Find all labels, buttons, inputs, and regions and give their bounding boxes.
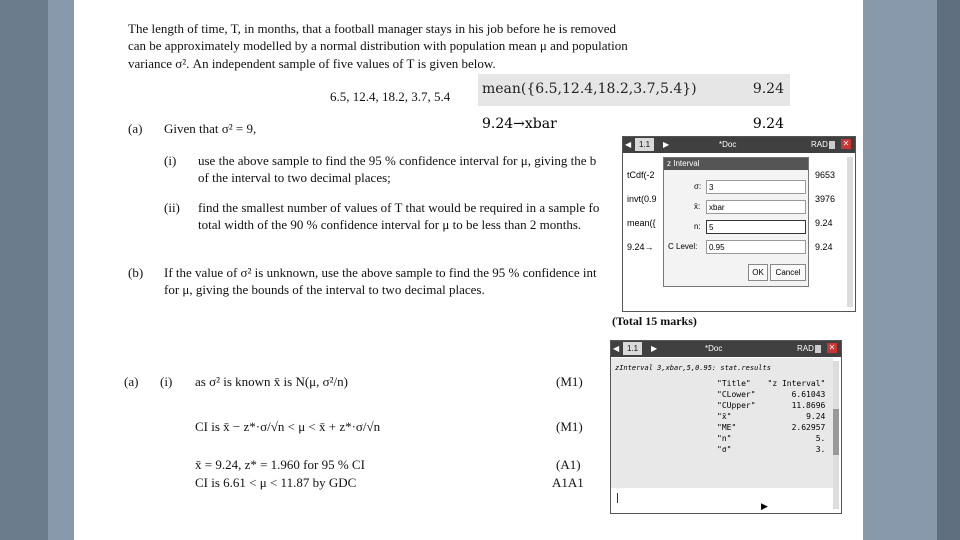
table-row (711, 444, 831, 455)
window-2-scrollbar[interactable] (833, 361, 839, 509)
part-b-line-1: If the value of σ² is unknown, use the above sample to find the 95 % confidence int (164, 265, 597, 280)
intro-line-1: The length of time, T, in months, that a football manager stays in his job before he is removed (128, 21, 616, 36)
window-1-doc-title: *Doc (719, 140, 737, 149)
total-marks: (Total 15 marks) (612, 314, 697, 328)
table-row (711, 389, 831, 400)
result-value: 9.24 (806, 412, 826, 421)
result-key: "n" (717, 434, 732, 443)
right-arrow-icon[interactable]: ▶ (651, 344, 658, 353)
battery-icon (829, 141, 835, 149)
history-line: tCdf(-2 (627, 170, 655, 180)
part-a-label: (a) (128, 121, 143, 136)
scrollbar-thumb[interactable] (833, 409, 839, 455)
window-1-scrollbar[interactable] (847, 157, 853, 307)
answer-line-2: CI is x̄ − z*·σ/√n < μ < x̄ + z*·σ/√n (195, 419, 381, 434)
result-value: "z Interval" (767, 379, 826, 388)
calculator-window-1 (622, 136, 856, 312)
n-label: n: (694, 222, 701, 231)
intro-line-2: can be approximately modelled by a normal distribution with population mean μ and population (128, 38, 628, 53)
window-2-mode: RAD (797, 344, 814, 353)
mark-a1: (A1) (556, 457, 581, 472)
close-icon[interactable]: ✕ (828, 343, 836, 352)
sigma-input[interactable]: 3 (706, 180, 806, 194)
part-aii-label: (ii) (164, 200, 180, 215)
part-a-text: Given that σ² = 9, (164, 121, 257, 136)
xbar-input[interactable]: xbar (706, 200, 806, 214)
history-value: 3976 (815, 194, 836, 204)
clevel-label: C Level: (668, 242, 698, 251)
sigma-label: σ: (694, 182, 702, 191)
answer-a-label: (a) (124, 374, 139, 389)
mark-m1-a: (M1) (556, 374, 583, 389)
table-row (711, 433, 831, 444)
left-inner-band (52, 0, 74, 540)
window-2-titlebar (611, 341, 841, 357)
part-b-line-2: for μ, giving the bounds of the interval to two decimal places. (164, 282, 485, 297)
window-1-tab[interactable]: 1.1 (635, 138, 654, 151)
n-input[interactable]: 5 (706, 220, 806, 234)
left-border-band (0, 0, 48, 540)
result-value: 11.8696 (791, 401, 826, 410)
answer-line-4: CI is 6.61 < μ < 11.87 by GDC (195, 475, 357, 490)
result-value: 5. (815, 434, 826, 443)
window-1-values (815, 163, 835, 259)
result-key: "Title" (717, 379, 751, 388)
part-ai-label: (i) (164, 153, 177, 168)
battery-icon (815, 345, 821, 353)
left-arrow-icon[interactable]: ◀ (613, 344, 620, 353)
intro-line-3: variance σ². An independent sample of five values of T is given below. (128, 56, 496, 71)
part-aii-line-1: find the smallest number of values of T that would be required in a sample fo (198, 200, 600, 215)
mark-m1-b: (M1) (556, 419, 583, 434)
result-key: "σ" (717, 445, 732, 454)
mouse-pointer-icon: ▶ (761, 501, 768, 511)
calc-row-1-value: 9.24 (752, 81, 784, 97)
window-2-tab[interactable]: 1.1 (623, 342, 642, 355)
table-row (711, 411, 831, 422)
table-row (711, 400, 831, 411)
cancel-button[interactable]: Cancel (770, 264, 806, 281)
results-matrix (711, 378, 831, 455)
result-key: "x̄" (717, 412, 732, 421)
calc-row-2 (478, 114, 790, 134)
table-row (711, 422, 831, 433)
clevel-input[interactable]: 0.95 (706, 240, 806, 254)
xbar-label: x̄: (694, 202, 701, 211)
sample-values: 6.5, 12.4, 18.2, 3.7, 5.4 (330, 89, 451, 104)
answer-line-1: as σ² is known x̄ is N(μ, σ²/n) (195, 374, 348, 389)
table-row (711, 378, 831, 389)
ok-button[interactable]: OK (748, 264, 768, 281)
answer-line-3: x̄ = 9.24, z* = 1.960 for 95 % CI (195, 457, 365, 472)
history-line: 9.24→ (627, 242, 654, 252)
history-line: invt(0.9 (627, 194, 657, 204)
window-1-mode: RAD (811, 140, 828, 149)
window-1-titlebar (623, 137, 855, 153)
calc-row-1 (478, 74, 790, 106)
part-ai-line-2: of the interval to two decimal places; (198, 170, 391, 185)
z-interval-dialog (663, 157, 809, 287)
right-border-band (937, 0, 960, 540)
result-value: 2.62957 (791, 423, 826, 432)
left-arrow-icon[interactable]: ◀ (625, 140, 632, 149)
result-area (611, 358, 833, 488)
history-value: 9.24 (815, 242, 833, 252)
result-key: "CLower" (717, 390, 756, 399)
close-icon[interactable]: ✕ (842, 139, 850, 148)
dialog-title: z Interval (664, 158, 808, 170)
window-1-history (627, 163, 657, 259)
history-line: mean({ (627, 218, 656, 228)
calc-row-1-expr: mean({6.5,12.4,18.2,3.7,5.4}) (482, 81, 697, 97)
command-line: zInterval 3,xbar,5,0.95: stat.results (615, 364, 771, 372)
part-aii-line-2: total width of the 90 % confidence interval for μ to be less than 2 months. (198, 217, 582, 232)
result-value: 6.61043 (791, 390, 826, 399)
part-ai-line-1: use the above sample to find the 95 % confidence interval for μ, giving the b (198, 153, 597, 168)
mark-a1a1: A1A1 (552, 475, 584, 490)
result-key: "ME" (717, 423, 737, 432)
answer-i-label: (i) (160, 374, 173, 389)
window-2-doc-title: *Doc (705, 344, 723, 353)
history-value: 9.24 (815, 218, 833, 228)
result-value: 3. (815, 445, 826, 454)
entry-cursor[interactable] (617, 493, 618, 503)
calculator-window-2 (610, 340, 842, 514)
calc-row-2-expr: 9.24→xbar (482, 116, 557, 132)
history-value: 9653 (815, 170, 836, 180)
result-key: "CUpper" (717, 401, 756, 410)
right-arrow-icon[interactable]: ▶ (663, 140, 670, 149)
calc-row-2-value: 9.24 (752, 116, 784, 132)
part-b-label: (b) (128, 265, 144, 280)
